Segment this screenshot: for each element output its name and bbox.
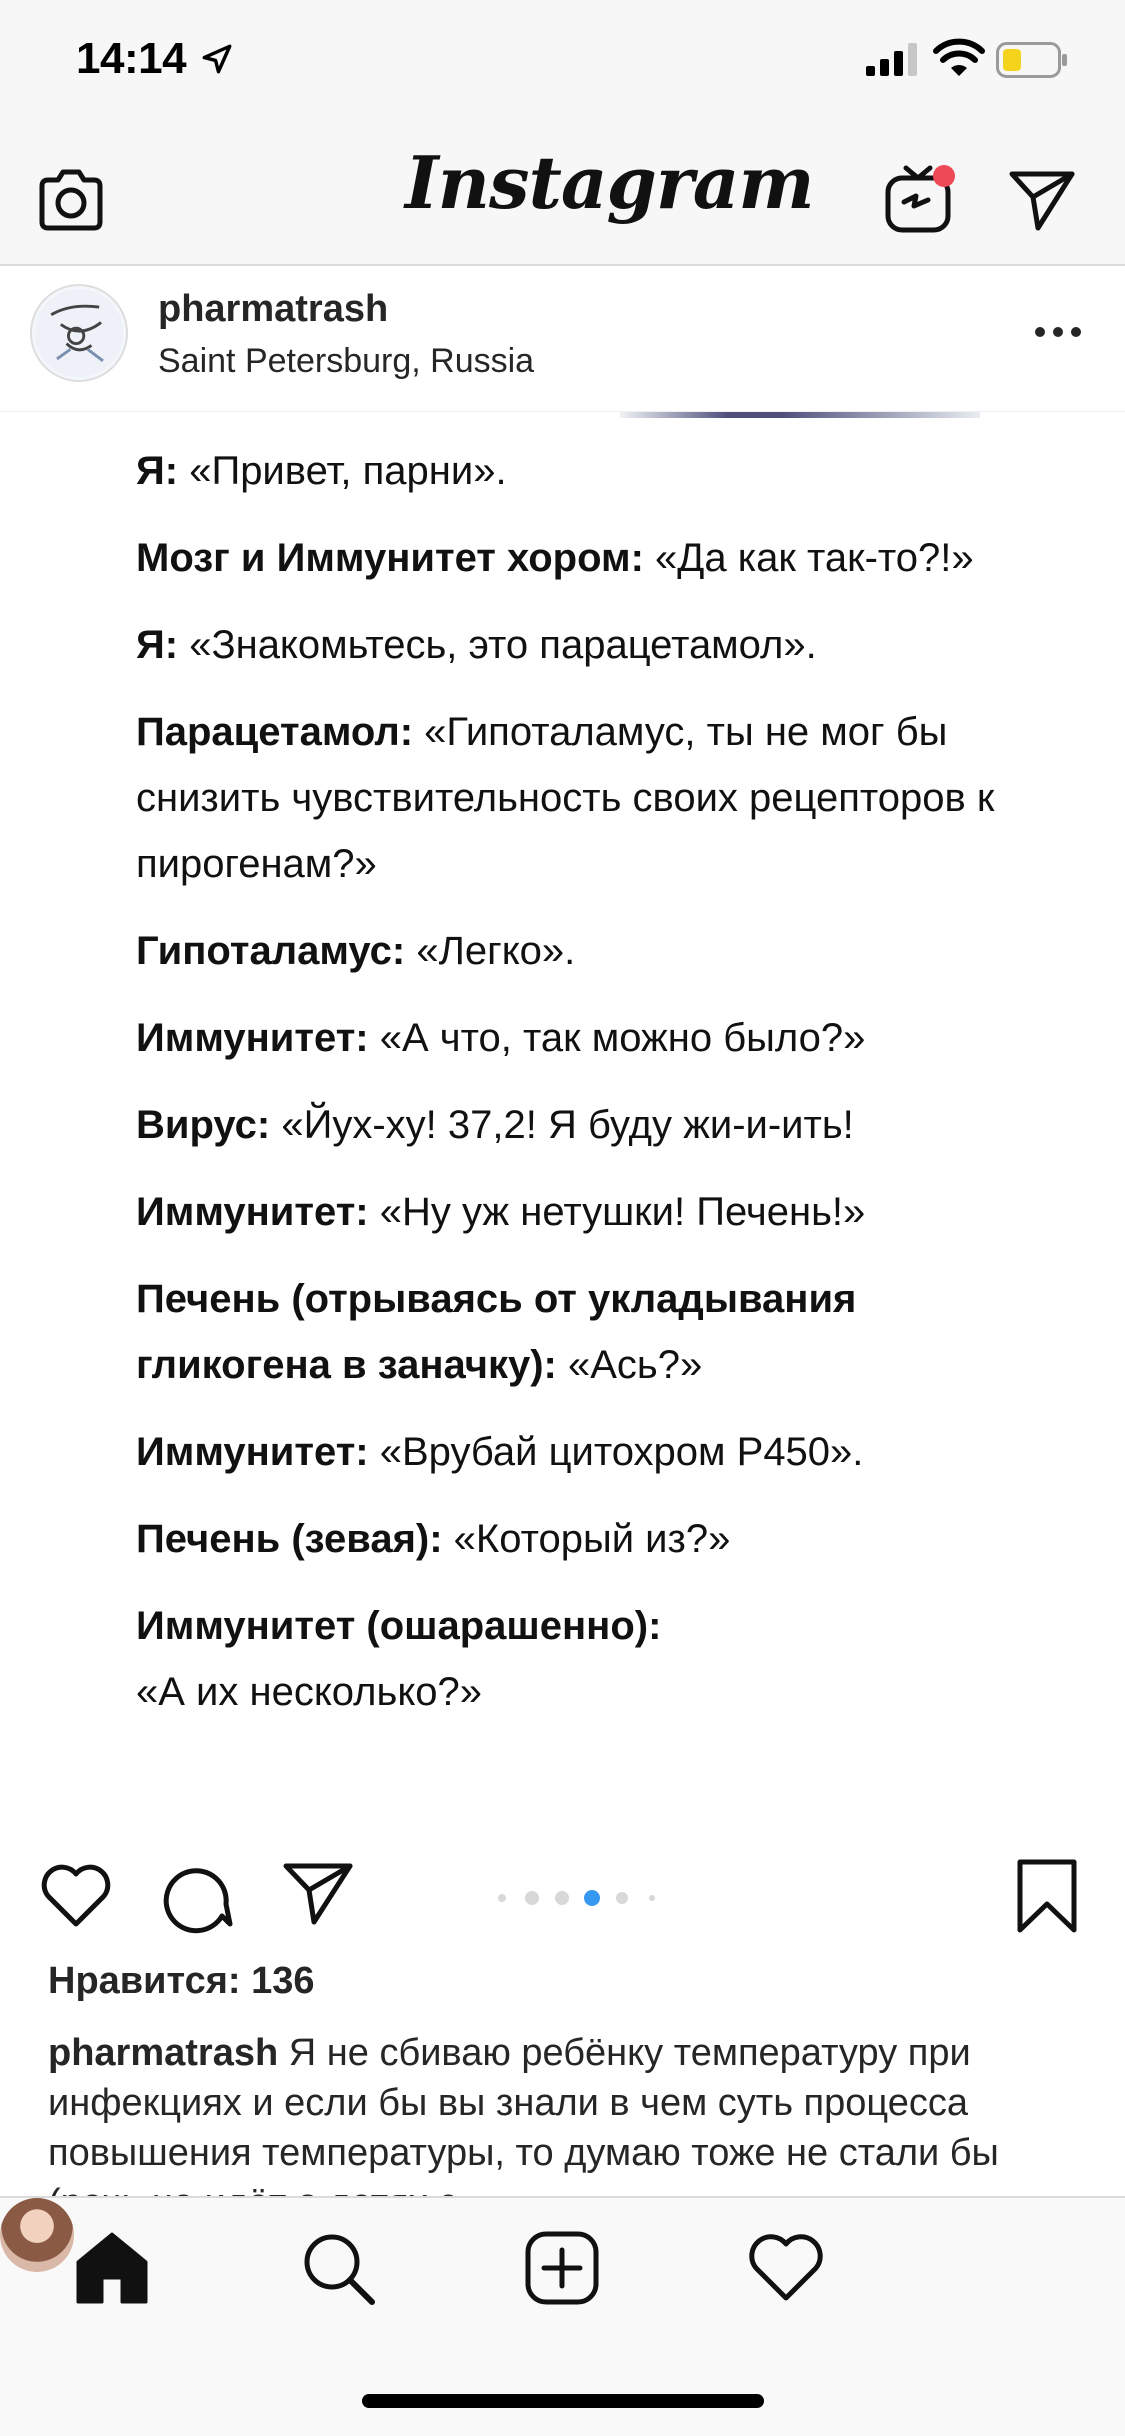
- post-username[interactable]: pharmatrash: [158, 288, 389, 330]
- carousel-dot: [649, 1895, 655, 1901]
- paper-plane-icon[interactable]: [1006, 164, 1078, 236]
- igtv-icon[interactable]: [880, 158, 960, 238]
- plus-square-icon[interactable]: [522, 2228, 602, 2308]
- carousel-dot: [616, 1892, 628, 1904]
- carousel-dot: [498, 1894, 506, 1902]
- dialog-line: Я: «Привет, парни».: [136, 449, 507, 493]
- cellular-signal-icon: [866, 42, 918, 76]
- dialog-line: Иммунитет: «А что, так можно было?»: [136, 1016, 866, 1060]
- home-indicator[interactable]: [362, 2394, 764, 2408]
- dialog-line: Парацетамол: «Гипоталамус, ты не мог бы снизить чувствительность своих рецепторов к пирогенам?»: [136, 710, 995, 886]
- heart-icon[interactable]: [746, 2228, 826, 2308]
- heart-icon[interactable]: [36, 1860, 116, 1930]
- search-icon[interactable]: [298, 2228, 378, 2308]
- carousel-indicator: [496, 1888, 666, 1908]
- dialog-text: [136, 438, 1056, 1746]
- wifi-icon: [934, 40, 984, 78]
- caption-text: Я не сбиваю ребёнку температуру при инфекциях и если бы вы знали в чем суть процесса повышения температуры, то думаю тоже не стали бы: [48, 2032, 999, 2174]
- dialog-line: Гипоталамус: «Легко».: [136, 929, 576, 973]
- battery-icon: [996, 42, 1068, 78]
- avatar-illustration-icon: [32, 286, 126, 380]
- carousel-dot-active: [584, 1890, 600, 1906]
- paper-plane-icon[interactable]: [280, 1858, 356, 1928]
- comment-bubble-icon[interactable]: [160, 1858, 234, 1932]
- status-bar: [0, 0, 1125, 120]
- dialog-line: Я: «Знакомьтесь, это парацетамол».: [136, 623, 817, 667]
- dialog-line: Печень (зевая): «Который из?»: [136, 1517, 731, 1561]
- instagram-header: [0, 120, 1125, 266]
- dialog-line: Мозг и Иммунитет хором: «Да как так-то?!»: [136, 536, 974, 580]
- dialog-line: Иммунитет: «Ну уж нетушки! Печень!»: [136, 1190, 866, 1234]
- status-time: 14:14: [76, 34, 187, 83]
- dialog-line: Вирус: «Йух-ху! 37,2! Я буду жи-и-ить!: [136, 1103, 854, 1147]
- post-carousel-image[interactable]: [0, 412, 1125, 1820]
- likes-count[interactable]: Нравится: 136: [48, 1960, 315, 2002]
- camera-icon[interactable]: [34, 162, 108, 236]
- carousel-dot: [555, 1891, 569, 1905]
- dialog-line: Печень (отрываясь от укладывания гликогена в заначку): «Ась?»: [136, 1277, 857, 1387]
- battery-level: [1003, 49, 1021, 71]
- home-icon[interactable]: [72, 2228, 152, 2308]
- post-author-avatar[interactable]: [30, 284, 128, 382]
- igtv-notification-badge: [933, 165, 955, 187]
- caption-username[interactable]: pharmatrash: [48, 2032, 279, 2074]
- profile-avatar[interactable]: [0, 2198, 74, 2272]
- post-location[interactable]: Saint Petersburg, Russia: [158, 342, 535, 380]
- image-top-edge: [620, 412, 980, 418]
- bottom-tab-bar: [0, 2196, 1125, 2436]
- bookmark-icon[interactable]: [1012, 1856, 1082, 1936]
- dialog-line: Иммунитет (ошарашенно): «А их несколько?»: [136, 1604, 662, 1714]
- more-horizontal-icon[interactable]: [1030, 312, 1086, 352]
- dialog-line: Иммунитет: «Врубай цитохром P450».: [136, 1430, 864, 1474]
- carousel-dot: [525, 1891, 539, 1905]
- instagram-logo[interactable]: Instagram: [405, 140, 814, 225]
- post-header: [0, 266, 1125, 412]
- location-arrow-icon: [200, 42, 234, 76]
- post-action-bar: [0, 1820, 1125, 1960]
- post-caption[interactable]: [48, 2028, 1088, 2196]
